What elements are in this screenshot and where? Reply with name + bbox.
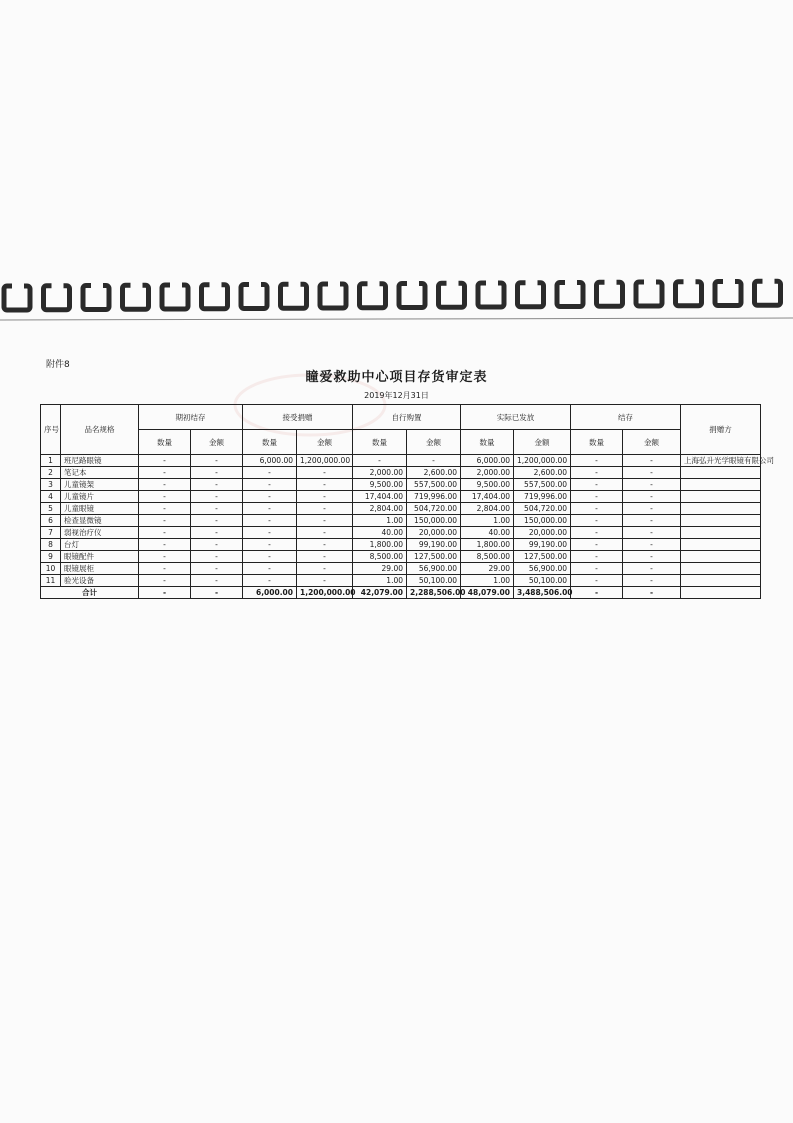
binding-ring — [715, 276, 741, 306]
header-donor: 捐赠方 — [681, 405, 761, 455]
cell-amount: 99,190.00 — [514, 539, 571, 551]
table-row — [41, 503, 761, 515]
cell-qty: - — [571, 503, 623, 515]
cell-amount: - — [297, 503, 353, 515]
cell-amount: 99,190.00 — [407, 539, 461, 551]
header-qty: 数量 — [571, 430, 623, 455]
row-seq: 5 — [41, 503, 61, 515]
cell-qty: - — [353, 455, 407, 467]
cell-amount: - — [297, 479, 353, 491]
cell-amount: - — [191, 479, 243, 491]
cell-qty: 1.00 — [353, 515, 407, 527]
row-seq: 1 — [41, 455, 61, 467]
cell-amount: 56,900.00 — [407, 563, 461, 575]
cell-qty: - — [139, 575, 191, 587]
cell-amount: - — [623, 515, 681, 527]
row-item-name: 笔记本 — [61, 467, 139, 479]
cell-amount: - — [623, 575, 681, 587]
binding-ring — [320, 278, 346, 308]
cell-donor — [681, 563, 761, 575]
cell-donor — [681, 527, 761, 539]
cell-donor — [681, 515, 761, 527]
cell-qty: - — [571, 527, 623, 539]
cell-amount: 1,200,000.00 — [297, 587, 353, 599]
binding-ring — [597, 276, 623, 306]
cell-amount: - — [297, 467, 353, 479]
table-row — [41, 455, 761, 467]
cell-qty: 40.00 — [353, 527, 407, 539]
binding-ring — [557, 277, 583, 307]
header-row-sub — [41, 430, 761, 455]
row-seq: 11 — [41, 575, 61, 587]
header-group-opening: 期初结存 — [139, 405, 243, 430]
header-amount: 金额 — [297, 430, 353, 455]
cell-qty: 2,000.00 — [353, 467, 407, 479]
binding-ring — [162, 279, 188, 309]
cell-qty: - — [571, 491, 623, 503]
row-seq: 9 — [41, 551, 61, 563]
cell-amount: - — [297, 515, 353, 527]
row-item-name: 儿童镜片 — [61, 491, 139, 503]
cell-qty: - — [139, 587, 191, 599]
row-item-name: 儿童镜架 — [61, 479, 139, 491]
binding-ring — [241, 279, 267, 309]
binding-ring — [44, 280, 70, 310]
table-row — [41, 563, 761, 575]
cell-qty: 42,079.00 — [353, 587, 407, 599]
cell-qty: 6,000.00 — [461, 455, 514, 467]
cell-donor: 上海弘升光学眼镜有限公司 — [681, 455, 761, 467]
row-item-name: 班尼路眼镜 — [61, 455, 139, 467]
cell-qty: - — [571, 587, 623, 599]
cell-qty: - — [139, 515, 191, 527]
binding-ring — [4, 280, 30, 310]
inventory-table — [40, 404, 774, 599]
cell-amount: - — [191, 455, 243, 467]
table-row — [41, 527, 761, 539]
table-row — [41, 467, 761, 479]
cell-donor — [681, 479, 761, 491]
cell-amount: 504,720.00 — [407, 503, 461, 515]
cell-qty: - — [139, 455, 191, 467]
total-label: 合计 — [41, 587, 139, 599]
cell-amount: 3,488,506.00 — [514, 587, 571, 599]
cell-qty: 1.00 — [461, 575, 514, 587]
cell-qty: - — [243, 551, 297, 563]
cell-amount: - — [407, 455, 461, 467]
cell-donor — [681, 467, 761, 479]
cell-amount: - — [191, 575, 243, 587]
cell-qty: - — [243, 479, 297, 491]
cell-amount: - — [191, 539, 243, 551]
cell-qty: 9,500.00 — [461, 479, 514, 491]
binding-ring — [518, 277, 544, 307]
table-row — [41, 575, 761, 587]
cell-amount: 50,100.00 — [514, 575, 571, 587]
cell-qty: 17,404.00 — [353, 491, 407, 503]
cell-qty: 6,000.00 — [243, 455, 297, 467]
cell-amount: - — [297, 491, 353, 503]
cell-qty: - — [139, 527, 191, 539]
cell-qty: 17,404.00 — [461, 491, 514, 503]
cell-amount: - — [623, 587, 681, 599]
header-group-purchased: 自行购置 — [353, 405, 461, 430]
cell-amount: 557,500.00 — [514, 479, 571, 491]
cell-qty: - — [139, 563, 191, 575]
cell-qty: - — [243, 503, 297, 515]
table-row — [41, 551, 761, 563]
cell-amount: - — [297, 551, 353, 563]
cell-donor — [681, 575, 761, 587]
cell-qty: - — [243, 515, 297, 527]
header-qty: 数量 — [461, 430, 514, 455]
cell-qty: - — [139, 467, 191, 479]
cell-qty: - — [243, 467, 297, 479]
cell-amount: 1,200,000.00 — [514, 455, 571, 467]
binding-edge-line — [0, 318, 793, 320]
cell-amount: 2,600.00 — [407, 467, 461, 479]
cell-amount: - — [623, 491, 681, 503]
cell-qty: - — [139, 503, 191, 515]
cell-qty: 6,000.00 — [243, 587, 297, 599]
cell-amount: - — [297, 527, 353, 539]
cell-amount: - — [191, 515, 243, 527]
cell-amount: - — [297, 575, 353, 587]
cell-qty: 1,800.00 — [353, 539, 407, 551]
cell-amount: 50,100.00 — [407, 575, 461, 587]
header-group-donated: 接受捐赠 — [243, 405, 353, 430]
cell-qty: 1.00 — [353, 575, 407, 587]
cell-qty: - — [571, 515, 623, 527]
header-qty: 数量 — [139, 430, 191, 455]
cell-amount: 2,288,506.00 — [407, 587, 461, 599]
header-amount: 金额 — [191, 430, 243, 455]
cell-qty: 2,804.00 — [353, 503, 407, 515]
cell-qty: 9,500.00 — [353, 479, 407, 491]
row-seq: 7 — [41, 527, 61, 539]
cell-amount: - — [623, 479, 681, 491]
cell-qty: - — [139, 539, 191, 551]
cell-amount: 1,200,000.00 — [297, 455, 353, 467]
cell-amount: - — [623, 563, 681, 575]
binding-ring — [478, 277, 504, 307]
cell-amount: 504,720.00 — [514, 503, 571, 515]
cell-donor — [681, 539, 761, 551]
report-date: 2019年12月31日 — [364, 391, 429, 400]
cell-amount: - — [297, 539, 353, 551]
binding-ring — [123, 279, 149, 309]
cell-amount: 719,996.00 — [514, 491, 571, 503]
cell-qty: 2,000.00 — [461, 467, 514, 479]
cell-amount: 150,000.00 — [407, 515, 461, 527]
table-row — [41, 515, 761, 527]
binding-ring — [281, 278, 307, 308]
cell-qty: - — [571, 467, 623, 479]
binding-ring — [202, 279, 228, 309]
cell-amount: - — [191, 491, 243, 503]
cell-qty: 2,804.00 — [461, 503, 514, 515]
cell-qty: - — [571, 563, 623, 575]
cell-amount: - — [191, 527, 243, 539]
cell-amount: - — [297, 563, 353, 575]
cell-amount: 719,996.00 — [407, 491, 461, 503]
cell-amount: - — [191, 563, 243, 575]
row-seq: 2 — [41, 467, 61, 479]
cell-qty: 40.00 — [461, 527, 514, 539]
cell-donor — [681, 587, 761, 599]
cell-qty: 29.00 — [461, 563, 514, 575]
cell-qty: - — [571, 551, 623, 563]
cell-amount: 127,500.00 — [514, 551, 571, 563]
header-group-distributed: 实际已发放 — [461, 405, 571, 430]
binding-ring — [676, 276, 702, 306]
cell-amount: - — [191, 587, 243, 599]
cell-amount: 150,000.00 — [514, 515, 571, 527]
attachment-label: 附件8 — [46, 360, 70, 370]
binding-ring — [636, 276, 662, 306]
page-title: 瞳爱救助中心项目存货审定表 — [305, 370, 488, 385]
binding-ring — [83, 280, 109, 310]
cell-qty: - — [571, 479, 623, 491]
cell-donor — [681, 551, 761, 563]
binding-ring — [360, 278, 386, 308]
row-item-name: 台灯 — [61, 539, 139, 551]
row-item-name: 眼镜配件 — [61, 551, 139, 563]
cell-qty: - — [243, 563, 297, 575]
header-seq: 序号 — [41, 405, 61, 455]
cell-amount: - — [623, 503, 681, 515]
row-item-name: 检查显微镜 — [61, 515, 139, 527]
cell-amount: 557,500.00 — [407, 479, 461, 491]
cell-amount: 56,900.00 — [514, 563, 571, 575]
cell-amount: 127,500.00 — [407, 551, 461, 563]
binding-ring — [755, 275, 781, 305]
cell-qty: 8,500.00 — [461, 551, 514, 563]
row-item-name: 弱视治疗仪 — [61, 527, 139, 539]
total-row — [41, 587, 761, 599]
cell-qty: - — [571, 539, 623, 551]
cell-qty: 48,079.00 — [461, 587, 514, 599]
binding-ring — [399, 278, 425, 308]
header-qty: 数量 — [243, 430, 297, 455]
cell-qty: - — [243, 491, 297, 503]
cell-amount: - — [623, 539, 681, 551]
header-row-groups — [41, 405, 761, 430]
cell-donor — [681, 503, 761, 515]
cell-amount: - — [191, 467, 243, 479]
cell-qty: - — [571, 575, 623, 587]
cell-amount: 20,000.00 — [514, 527, 571, 539]
header-amount: 金额 — [514, 430, 571, 455]
cell-amount: - — [191, 551, 243, 563]
table-body — [41, 455, 774, 599]
cell-amount: - — [623, 455, 681, 467]
cell-amount: - — [623, 551, 681, 563]
table-row — [41, 479, 761, 491]
header-amount: 金额 — [407, 430, 461, 455]
cell-amount: - — [191, 503, 243, 515]
cell-qty: - — [139, 479, 191, 491]
header-qty: 数量 — [353, 430, 407, 455]
row-seq: 10 — [41, 563, 61, 575]
cell-amount: - — [623, 527, 681, 539]
cell-qty: - — [243, 527, 297, 539]
row-item-name: 眼镜展柜 — [61, 563, 139, 575]
header-name: 品名规格 — [61, 405, 139, 455]
cell-qty: - — [139, 551, 191, 563]
row-seq: 3 — [41, 479, 61, 491]
binding-ring — [439, 277, 465, 307]
cell-qty: - — [243, 539, 297, 551]
binding-strip — [0, 276, 793, 324]
row-seq: 6 — [41, 515, 61, 527]
table-row — [41, 491, 761, 503]
cell-qty: 8,500.00 — [353, 551, 407, 563]
cell-qty: - — [243, 575, 297, 587]
row-item-name: 儿童眼镜 — [61, 503, 139, 515]
row-seq: 4 — [41, 491, 61, 503]
table-row — [41, 539, 761, 551]
cell-qty: 1.00 — [461, 515, 514, 527]
row-seq: 8 — [41, 539, 61, 551]
cell-qty: 29.00 — [353, 563, 407, 575]
header-group-closing: 结存 — [571, 405, 681, 430]
cell-qty: - — [139, 491, 191, 503]
cell-amount: - — [623, 467, 681, 479]
cell-donor — [681, 491, 761, 503]
cell-qty: 1,800.00 — [461, 539, 514, 551]
cell-amount: 20,000.00 — [407, 527, 461, 539]
cell-qty: - — [571, 455, 623, 467]
cell-amount: 2,600.00 — [514, 467, 571, 479]
row-item-name: 验光设备 — [61, 575, 139, 587]
header-amount: 金额 — [623, 430, 681, 455]
